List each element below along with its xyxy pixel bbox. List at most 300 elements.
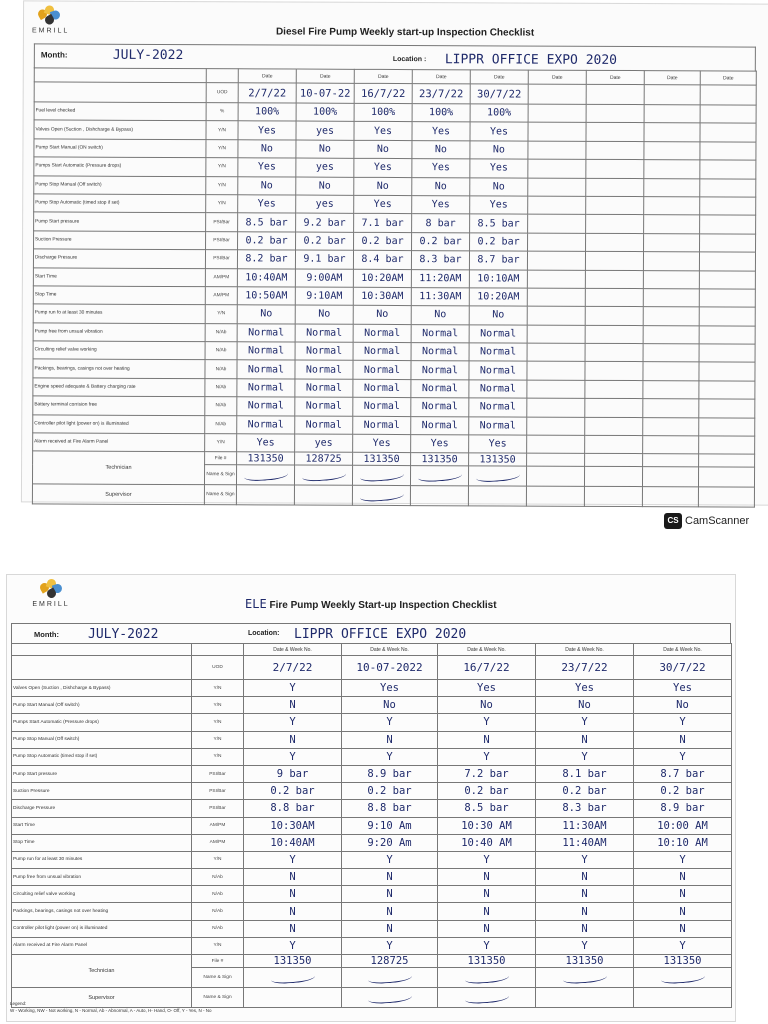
row-unit: Y/N bbox=[192, 697, 244, 714]
location-value: LIPPR OFFICE EXPO 2020 bbox=[444, 52, 618, 68]
row-label: Pump Stop Automatic (timed stop if set) bbox=[12, 748, 192, 765]
row-value: 8.7 bar bbox=[469, 251, 527, 270]
row-value: 8 bar bbox=[412, 214, 470, 233]
row-value: Y bbox=[244, 714, 342, 731]
row-value: 8.3 bar bbox=[411, 251, 469, 270]
uod-spacer bbox=[34, 82, 206, 103]
row-value: No bbox=[536, 697, 634, 714]
header-spacer bbox=[34, 68, 206, 83]
row-value bbox=[585, 251, 643, 270]
date-header: Date bbox=[354, 69, 412, 83]
supervisor-signature bbox=[468, 486, 526, 506]
date-header: Date & Week No. bbox=[536, 644, 634, 656]
row-value: 10:30AM bbox=[244, 817, 342, 834]
row-value bbox=[643, 288, 699, 307]
row-label: Pump Stop Manual (Off switch) bbox=[12, 731, 192, 748]
camscanner-icon: CS bbox=[664, 513, 682, 529]
row-label: Discharge Pressure bbox=[12, 800, 192, 817]
row-label: Alarm received at Fire Alarm Panel bbox=[12, 937, 192, 954]
uod-spacer bbox=[12, 656, 192, 680]
signature-mark bbox=[301, 469, 346, 483]
row-value: 0.2 bar bbox=[354, 232, 412, 251]
checklist-row bbox=[12, 886, 732, 903]
technician-signature bbox=[342, 968, 438, 988]
date-header: Date bbox=[644, 71, 700, 85]
emrill-logo bbox=[31, 5, 70, 35]
row-value bbox=[528, 178, 586, 197]
row-value: 8.8 bar bbox=[342, 800, 438, 817]
row-value bbox=[643, 270, 699, 289]
row-label: Engine speed adequate & Battery charging rate bbox=[33, 378, 205, 397]
row-value bbox=[699, 436, 755, 455]
row-value bbox=[585, 343, 643, 362]
row-value: Y bbox=[438, 714, 536, 731]
row-value: N bbox=[244, 869, 342, 886]
row-unit: Y/N bbox=[206, 195, 238, 214]
row-value: 9.2 bar bbox=[296, 213, 354, 232]
row-value: Y bbox=[634, 851, 732, 868]
row-value bbox=[586, 159, 644, 178]
row-value: Normal bbox=[411, 416, 469, 435]
row-value bbox=[643, 417, 699, 436]
row-value: Y bbox=[438, 748, 536, 765]
file-number bbox=[527, 453, 585, 466]
row-unit: AM/PM bbox=[205, 268, 237, 287]
row-value: Normal bbox=[353, 379, 411, 398]
row-value bbox=[644, 215, 700, 234]
technician-signature bbox=[236, 465, 294, 485]
supervisor-signature bbox=[352, 486, 410, 506]
row-value bbox=[528, 196, 586, 215]
row-label: Discharge Pressure bbox=[33, 249, 205, 268]
header-spacer bbox=[192, 644, 244, 656]
checklist-row bbox=[12, 800, 732, 817]
month-value: JULY-2022 bbox=[88, 627, 159, 642]
file-number: 131350 bbox=[634, 955, 732, 968]
row-unit: Y/N bbox=[192, 680, 244, 697]
row-value: Y bbox=[244, 851, 342, 868]
row-value: Y bbox=[536, 714, 634, 731]
row-value: No bbox=[354, 140, 412, 159]
technician-signature bbox=[468, 466, 526, 486]
row-value: Yes bbox=[238, 158, 296, 177]
row-value: 8.2 bar bbox=[237, 250, 295, 269]
date-value bbox=[528, 84, 586, 104]
row-label: Controller pilot light (power on) is illuminated bbox=[12, 920, 192, 937]
row-value bbox=[699, 362, 755, 381]
signature-mark bbox=[660, 970, 705, 984]
row-value bbox=[528, 214, 586, 233]
row-value: 11:20AM bbox=[411, 269, 469, 288]
checklist-row bbox=[12, 680, 732, 697]
row-label: Pump free from unsual vibration bbox=[33, 323, 205, 342]
checklist-row bbox=[12, 783, 732, 800]
row-value: N bbox=[244, 886, 342, 903]
row-value: N bbox=[536, 731, 634, 748]
row-value: 10:30 AM bbox=[438, 817, 536, 834]
row-value bbox=[586, 215, 644, 234]
row-value bbox=[586, 233, 644, 252]
flower-icon bbox=[36, 5, 62, 25]
row-unit: Y/N bbox=[205, 305, 237, 324]
row-value bbox=[586, 123, 644, 142]
row-value: 10:00 AM bbox=[634, 817, 732, 834]
row-value: yes bbox=[296, 121, 354, 140]
date-header: Date bbox=[528, 70, 586, 84]
file-number: 128725 bbox=[342, 955, 438, 968]
row-value: 100% bbox=[412, 104, 470, 123]
row-value: Normal bbox=[237, 397, 295, 416]
row-value: 8.4 bar bbox=[353, 250, 411, 269]
row-label: Packings, bearings, casings not over heating bbox=[33, 359, 205, 378]
row-value: Normal bbox=[237, 360, 295, 379]
date-value: 16/7/22 bbox=[438, 656, 536, 680]
title-prefix: ELE bbox=[245, 597, 267, 611]
row-value bbox=[585, 270, 643, 289]
row-value: No bbox=[353, 306, 411, 325]
row-value: yes bbox=[295, 434, 353, 453]
row-value bbox=[699, 307, 755, 326]
row-value: yes bbox=[296, 195, 354, 214]
row-label: Start Time bbox=[33, 267, 205, 286]
row-label: Pumps Start Automatic (Pressure drops) bbox=[34, 157, 206, 176]
file-number bbox=[585, 454, 643, 467]
row-value: Normal bbox=[353, 416, 411, 435]
row-value: 100% bbox=[296, 103, 354, 122]
row-value: 9:10AM bbox=[295, 287, 353, 306]
date-value bbox=[586, 84, 644, 104]
row-label: Alarm received at Fire Alarm Panel bbox=[33, 433, 205, 452]
technician-signature bbox=[294, 465, 352, 485]
technician-signature bbox=[526, 466, 584, 486]
row-value bbox=[643, 252, 699, 271]
row-value: Normal bbox=[469, 416, 527, 435]
row-unit: Y/N bbox=[192, 731, 244, 748]
location-label: Location : bbox=[392, 55, 427, 64]
row-value: 9:00AM bbox=[295, 269, 353, 288]
row-value bbox=[527, 270, 585, 289]
row-value: Yes bbox=[412, 159, 470, 178]
row-unit: Y/N bbox=[206, 121, 238, 140]
supervisor-label: Supervisor bbox=[32, 484, 204, 505]
row-value: No bbox=[470, 177, 528, 196]
row-value bbox=[585, 307, 643, 326]
row-value: 0.2 bar bbox=[536, 783, 634, 800]
row-label: Pump free from unsual vibration bbox=[12, 869, 192, 886]
row-value bbox=[699, 381, 755, 400]
supervisor-signature bbox=[294, 485, 352, 505]
row-unit: Y/N bbox=[192, 851, 244, 868]
technician-label: Technician bbox=[32, 451, 204, 485]
row-value: Yes bbox=[354, 122, 412, 141]
row-value: No bbox=[238, 176, 296, 195]
technician-signature bbox=[536, 968, 634, 988]
row-unit: N/Ab bbox=[205, 342, 237, 361]
row-unit: N/Ab bbox=[192, 920, 244, 937]
row-value bbox=[527, 306, 585, 325]
row-label: Suction Pressure bbox=[12, 783, 192, 800]
file-number bbox=[643, 454, 699, 467]
row-value: 8.3 bar bbox=[536, 800, 634, 817]
row-value: Y bbox=[244, 748, 342, 765]
signature-mark bbox=[464, 970, 509, 984]
row-value: Yes bbox=[470, 159, 528, 178]
row-value: 0.2 bar bbox=[412, 232, 470, 251]
row-value: 100% bbox=[354, 103, 412, 122]
supervisor-signature bbox=[584, 487, 642, 507]
name-sign-label: Name & Sign bbox=[204, 465, 236, 485]
row-value bbox=[643, 380, 699, 399]
row-value bbox=[700, 105, 756, 124]
checklist-row bbox=[12, 834, 732, 851]
row-label: Pump Stop Manual (Off switch) bbox=[34, 175, 206, 194]
checklist-row bbox=[12, 714, 732, 731]
row-value bbox=[700, 160, 756, 179]
row-unit: Y/N bbox=[206, 176, 238, 195]
row-label: Controller pilot light (power on) is illuminated bbox=[33, 415, 205, 434]
row-value: 100% bbox=[470, 104, 528, 123]
legend bbox=[10, 1000, 710, 1014]
checklist-row bbox=[12, 748, 732, 765]
row-value bbox=[700, 234, 756, 253]
row-value: Yes bbox=[470, 122, 528, 141]
file-label: File # bbox=[192, 955, 244, 968]
date-header: Date & Week No. bbox=[634, 644, 732, 656]
row-value: N bbox=[634, 869, 732, 886]
row-value bbox=[699, 417, 755, 436]
row-value bbox=[699, 252, 755, 271]
row-value: Normal bbox=[411, 379, 469, 398]
row-value: Normal bbox=[295, 342, 353, 361]
row-value: Normal bbox=[469, 361, 527, 380]
brand-name: EMRILL bbox=[31, 27, 70, 35]
row-value: 10:20AM bbox=[469, 288, 527, 307]
row-value bbox=[586, 178, 644, 197]
row-value: N bbox=[342, 886, 438, 903]
sheet-title: Diesel Fire Pump Weekly start-up Inspection Checklist bbox=[275, 26, 535, 39]
row-value: N bbox=[536, 886, 634, 903]
row-value: 8.8 bar bbox=[244, 800, 342, 817]
row-value bbox=[585, 362, 643, 381]
sheet-title bbox=[245, 597, 497, 611]
row-value bbox=[644, 105, 700, 124]
row-value: Normal bbox=[469, 325, 527, 344]
row-unit: N/Ab bbox=[205, 360, 237, 379]
row-unit: Y/N bbox=[192, 748, 244, 765]
row-value: Normal bbox=[237, 379, 295, 398]
checklist-row bbox=[12, 937, 732, 954]
signature-mark bbox=[243, 468, 288, 482]
row-value: Y bbox=[342, 851, 438, 868]
row-value bbox=[585, 380, 643, 399]
supervisor-label: Supervisor bbox=[12, 988, 192, 1008]
row-value: 10:40AM bbox=[244, 834, 342, 851]
date-value: 10-07-2022 bbox=[342, 656, 438, 680]
row-value: Y bbox=[342, 714, 438, 731]
row-value: No bbox=[412, 140, 470, 159]
row-value: No bbox=[470, 141, 528, 160]
month-label: Month: bbox=[40, 50, 68, 60]
signature-mark bbox=[367, 970, 412, 984]
row-value bbox=[699, 289, 755, 308]
row-value bbox=[644, 160, 700, 179]
row-value bbox=[700, 142, 756, 161]
row-unit: PSI/Bar bbox=[206, 213, 238, 232]
row-value: Y bbox=[342, 748, 438, 765]
row-value: Yes bbox=[342, 680, 438, 697]
row-unit: N/Ab bbox=[205, 415, 237, 434]
row-value: Y bbox=[438, 851, 536, 868]
row-value: No bbox=[295, 305, 353, 324]
row-unit: Y/N bbox=[206, 139, 238, 158]
camscanner-watermark bbox=[664, 513, 749, 529]
date-header: Date & Week No. bbox=[438, 644, 536, 656]
row-value: Normal bbox=[237, 342, 295, 361]
legend-title: Legend: bbox=[10, 1001, 27, 1006]
row-value: No bbox=[411, 306, 469, 325]
row-value: 8.5 bar bbox=[438, 800, 536, 817]
row-value bbox=[699, 270, 755, 289]
row-value: 0.2 bar bbox=[470, 233, 528, 252]
row-value: 10:10AM bbox=[469, 269, 527, 288]
row-value: 0.2 bar bbox=[342, 783, 438, 800]
row-value: Yes bbox=[354, 158, 412, 177]
row-value bbox=[644, 178, 700, 197]
row-unit: Y/N bbox=[205, 434, 237, 453]
row-value: Yes bbox=[411, 435, 469, 454]
row-unit: PSI/Bar bbox=[192, 800, 244, 817]
file-label: File # bbox=[205, 452, 237, 465]
row-label: Stop Time bbox=[33, 286, 205, 305]
row-value: Yes bbox=[238, 121, 296, 140]
row-value: Y bbox=[634, 748, 732, 765]
row-value: N bbox=[536, 903, 634, 920]
uod-label: UOD bbox=[192, 656, 244, 680]
checklist-row bbox=[12, 920, 732, 937]
row-value: N bbox=[342, 920, 438, 937]
row-value: 10:40 AM bbox=[438, 834, 536, 851]
row-unit: N/Ab bbox=[205, 323, 237, 342]
row-value bbox=[585, 435, 643, 454]
row-value: Y bbox=[536, 851, 634, 868]
file-number bbox=[699, 454, 755, 467]
row-label: Suction Pressure bbox=[34, 231, 206, 250]
name-sign-label: Name & Sign bbox=[192, 988, 244, 1008]
row-value bbox=[527, 343, 585, 362]
row-value: Yes bbox=[536, 680, 634, 697]
row-value: No bbox=[237, 305, 295, 324]
date-value: 2/7/22 bbox=[238, 83, 296, 103]
row-value: 8.1 bar bbox=[536, 765, 634, 782]
row-value: No bbox=[438, 697, 536, 714]
row-value: No bbox=[296, 140, 354, 159]
row-unit: Y/N bbox=[192, 714, 244, 731]
row-value: Yes bbox=[412, 196, 470, 215]
file-number: 131350 bbox=[469, 453, 527, 466]
row-value: 8.9 bar bbox=[634, 800, 732, 817]
uod-label: UOD bbox=[206, 83, 238, 103]
row-value: Normal bbox=[469, 343, 527, 362]
row-label: Packings, bearings, casings not over heating bbox=[12, 903, 192, 920]
checklist-row bbox=[12, 731, 732, 748]
row-value: Y bbox=[438, 937, 536, 954]
row-value bbox=[528, 141, 586, 160]
row-value bbox=[528, 159, 586, 178]
row-value bbox=[527, 251, 585, 270]
file-number: 131350 bbox=[244, 955, 342, 968]
row-value: 10:10 AM bbox=[634, 834, 732, 851]
row-value bbox=[700, 123, 756, 142]
row-value bbox=[643, 307, 699, 326]
row-value: 7.2 bar bbox=[438, 765, 536, 782]
date-value: 2/7/22 bbox=[244, 656, 342, 680]
row-label: Pump Stop Automatic (timed stop if set) bbox=[34, 194, 206, 213]
row-value: Normal bbox=[353, 342, 411, 361]
checklist-row bbox=[12, 765, 732, 782]
row-value: Yes bbox=[438, 680, 536, 697]
row-value: Yes bbox=[353, 434, 411, 453]
row-value: N bbox=[342, 903, 438, 920]
row-value: yes bbox=[296, 158, 354, 177]
row-value: 0.2 bar bbox=[238, 232, 296, 251]
row-value bbox=[699, 399, 755, 418]
flower-icon bbox=[38, 579, 64, 599]
row-value bbox=[699, 344, 755, 363]
row-value: 100% bbox=[238, 103, 296, 122]
row-value bbox=[527, 398, 585, 417]
row-value bbox=[644, 141, 700, 160]
row-value bbox=[528, 233, 586, 252]
row-label: Valves Open (Suction , Dishcharge & Bypass) bbox=[12, 680, 192, 697]
row-label: Fuel level checked bbox=[34, 102, 206, 121]
date-header: Date bbox=[296, 69, 354, 83]
row-value bbox=[643, 362, 699, 381]
row-value: 8.5 bar bbox=[470, 214, 528, 233]
row-value: Yes bbox=[412, 122, 470, 141]
row-label: Battery terminal corrision free bbox=[33, 396, 205, 415]
row-unit: AM/PM bbox=[205, 287, 237, 306]
date-header: Date bbox=[412, 70, 470, 84]
checklist-row bbox=[12, 903, 732, 920]
row-label: Pumps Start Automatic (Pressure drops) bbox=[12, 714, 192, 731]
row-label: Pump Start pressure bbox=[34, 212, 206, 231]
row-value bbox=[585, 417, 643, 436]
checklist-row bbox=[12, 869, 732, 886]
technician-signature bbox=[698, 467, 754, 487]
row-label: Pump Start Manual (Off switch) bbox=[12, 697, 192, 714]
technician-signature bbox=[438, 968, 536, 988]
row-value bbox=[527, 362, 585, 381]
row-unit: PSI/Bar bbox=[206, 231, 238, 250]
row-value: Normal bbox=[295, 397, 353, 416]
row-unit: N/Ab bbox=[205, 379, 237, 398]
electric-checklist-sheet bbox=[6, 574, 736, 1022]
row-label: Pump Start Manual (ON switch) bbox=[34, 139, 206, 158]
row-value: 11:30AM bbox=[411, 287, 469, 306]
row-value: 0.2 bar bbox=[244, 783, 342, 800]
file-number: 128725 bbox=[295, 452, 353, 465]
row-label: Circulting relief valve working bbox=[12, 886, 192, 903]
technician-signature bbox=[244, 968, 342, 988]
row-value: Normal bbox=[295, 361, 353, 380]
brand-name: EMRILL bbox=[32, 601, 70, 608]
row-value: Yes bbox=[354, 195, 412, 214]
row-value: Y bbox=[634, 937, 732, 954]
row-value: Yes bbox=[470, 196, 528, 215]
row-value: 8.5 bar bbox=[238, 213, 296, 232]
row-value bbox=[527, 325, 585, 344]
date-value bbox=[700, 85, 756, 105]
